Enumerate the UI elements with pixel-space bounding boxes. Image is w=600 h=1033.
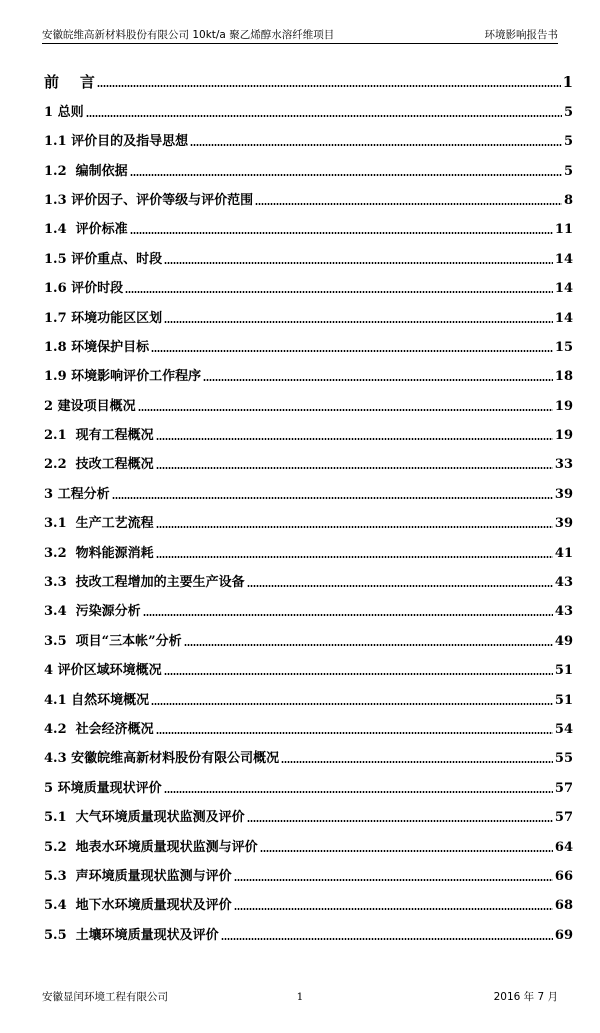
- footer-company: 安徽显闰环境工程有限公司: [42, 991, 168, 1003]
- footer-page-number: 1: [296, 991, 304, 1003]
- toc-leader-dots: [164, 791, 553, 793]
- page-header: [42, 26, 558, 44]
- toc-entry[interactable]: [44, 591, 573, 620]
- toc-entry[interactable]: [44, 679, 573, 708]
- toc-entry-page: 8: [563, 192, 573, 208]
- toc-entry-page: 1: [562, 73, 573, 92]
- toc-entry-label: 前 言: [44, 73, 95, 92]
- toc-entry-label: 2.2 技改工程概况: [44, 457, 154, 473]
- header-doc-type: 环境影响报告书: [484, 29, 558, 41]
- toc-leader-dots: [112, 497, 553, 499]
- toc-entry-label: 1.4 评价标准: [44, 222, 128, 238]
- toc-entry-page: 33: [554, 457, 573, 473]
- toc-entry[interactable]: [44, 327, 573, 356]
- toc-entry[interactable]: [44, 885, 573, 914]
- toc-entry-label: 4.3 安徽皖维高新材料股份有限公司概况: [44, 751, 280, 767]
- toc-entry-page: 68: [554, 898, 573, 914]
- toc-entry[interactable]: [44, 856, 573, 885]
- toc-entry[interactable]: [44, 91, 573, 120]
- toc-entry-page: 39: [554, 486, 573, 502]
- toc-leader-dots: [164, 673, 553, 675]
- toc-leader-dots: [125, 291, 553, 293]
- toc-leader-dots: [86, 115, 562, 117]
- toc-entry-label: 1.5 评价重点、时段: [44, 251, 163, 267]
- toc-entry-label: 2.1 现有工程概况: [44, 428, 154, 444]
- toc-entry-page: 19: [554, 428, 573, 444]
- toc-entry[interactable]: [44, 385, 573, 414]
- toc-leader-dots: [151, 350, 553, 352]
- toc-entry-label: 3.3 技改工程增加的主要生产设备: [44, 575, 245, 591]
- toc-entry-label: 2 建设项目概况: [44, 398, 136, 414]
- toc-entry-page: 39: [554, 516, 573, 532]
- toc-leader-dots: [156, 526, 553, 528]
- toc-leader-dots: [130, 232, 553, 234]
- toc-leader-dots: [247, 585, 553, 587]
- toc-entry[interactable]: [44, 268, 573, 297]
- toc-entry-page: 5: [563, 134, 573, 150]
- toc-leader-dots: [97, 85, 561, 87]
- toc-entry[interactable]: [44, 826, 573, 855]
- toc-entry-page: 43: [554, 604, 573, 620]
- toc-leader-dots: [221, 938, 553, 940]
- toc-entry-page: 18: [554, 369, 573, 385]
- toc-entry[interactable]: [44, 709, 573, 738]
- toc-entry-page: 41: [554, 545, 573, 561]
- toc-entry-page: 5: [563, 163, 573, 179]
- toc-entry-label: 3.5 项目“三本帐”分析: [44, 633, 182, 649]
- footer-date: 2016 年 7 月: [493, 991, 558, 1003]
- toc-entry-page: 15: [554, 339, 573, 355]
- toc-entry-label: 3.4 污染源分析: [44, 604, 141, 620]
- toc-leader-dots: [151, 703, 553, 705]
- toc-entry-page: 14: [554, 251, 573, 267]
- toc-leader-dots: [203, 379, 553, 381]
- toc-entry-label: 1.2 编制依据: [44, 163, 128, 179]
- toc-entry-page: 14: [554, 281, 573, 297]
- toc-entry-page: 49: [554, 633, 573, 649]
- toc-entry[interactable]: [44, 415, 573, 444]
- toc-entry-label: 1.8 环境保护目标: [44, 339, 150, 355]
- toc-entry[interactable]: [44, 121, 573, 150]
- toc-entry[interactable]: [44, 297, 573, 326]
- toc-entry[interactable]: [44, 562, 573, 591]
- toc-entry-page: 5: [563, 104, 573, 120]
- toc-entry-label: 1.7 环境功能区区划: [44, 310, 163, 326]
- toc-entry[interactable]: [44, 62, 573, 91]
- toc-entry[interactable]: [44, 473, 573, 502]
- toc-leader-dots: [138, 409, 553, 411]
- toc-entry-page: 57: [554, 810, 573, 826]
- toc-leader-dots: [190, 144, 562, 146]
- toc-entry-label: 1.6 评价时段: [44, 281, 124, 297]
- header-title: 安徽皖维高新材料股份有限公司 10kt/a 聚乙烯醇水溶纤维项目: [42, 29, 335, 41]
- toc-entry[interactable]: [44, 180, 573, 209]
- toc-entry-page: 14: [554, 310, 573, 326]
- toc-entry-label: 4 评价区域环境概况: [44, 663, 162, 679]
- toc-entry[interactable]: [44, 650, 573, 679]
- toc-entry[interactable]: [44, 209, 573, 238]
- toc-entry-label: 4.1 自然环境概况: [44, 692, 150, 708]
- toc-entry-label: 3.2 物料能源消耗: [44, 545, 154, 561]
- toc-entry[interactable]: [44, 620, 573, 649]
- toc-entry[interactable]: [44, 503, 573, 532]
- toc-entry-page: 11: [554, 222, 573, 238]
- toc-entry-page: 51: [554, 663, 573, 679]
- toc-entry[interactable]: [44, 767, 573, 796]
- toc-entry-page: 64: [554, 839, 573, 855]
- toc-leader-dots: [164, 321, 553, 323]
- toc-entry-label: 5.3 声环境质量现状监测与评价: [44, 868, 232, 884]
- toc-entry-page: 43: [554, 575, 573, 591]
- toc-entry[interactable]: [44, 238, 573, 267]
- toc-leader-dots: [234, 879, 553, 881]
- toc-leader-dots: [130, 174, 562, 176]
- toc-entry-label: 1.9 环境影响评价工作程序: [44, 369, 202, 385]
- toc-entry-label: 1.3 评价因子、评价等级与评价范围: [44, 192, 254, 208]
- toc-entry-page: 69: [554, 927, 573, 943]
- toc-leader-dots: [143, 614, 553, 616]
- toc-leader-dots: [184, 644, 553, 646]
- toc-entry-page: 57: [554, 780, 573, 796]
- toc-leader-dots: [156, 732, 553, 734]
- toc-entry-label: 5.5 土壤环境质量现状及评价: [44, 927, 219, 943]
- page-footer: [42, 988, 558, 1006]
- toc-entry[interactable]: [44, 444, 573, 473]
- toc-leader-dots: [255, 203, 562, 205]
- toc-entry-label: 1.1 评价目的及指导思想: [44, 134, 189, 150]
- toc-leader-dots: [156, 438, 553, 440]
- toc-entry-label: 5 环境质量现状评价: [44, 780, 162, 796]
- toc-entry-page: 51: [554, 692, 573, 708]
- toc-entry-label: 3 工程分析: [44, 486, 110, 502]
- toc-entry-label: 5.4 地下水环境质量现状及评价: [44, 898, 232, 914]
- toc-entry-page: 66: [554, 868, 573, 884]
- toc-entry-label: 4.2 社会经济概况: [44, 721, 154, 737]
- toc-entry-label: 1 总则: [44, 104, 84, 120]
- toc-leader-dots: [281, 761, 553, 763]
- toc-leader-dots: [247, 820, 553, 822]
- table-of-contents: [44, 62, 573, 944]
- toc-entry-label: 3.1 生产工艺流程: [44, 516, 154, 532]
- toc-leader-dots: [156, 467, 553, 469]
- toc-leader-dots: [234, 908, 553, 910]
- toc-entry[interactable]: [44, 532, 573, 561]
- toc-entry-label: 5.1 大气环境质量现状监测及评价: [44, 810, 245, 826]
- toc-entry[interactable]: [44, 738, 573, 767]
- toc-entry-page: 54: [554, 721, 573, 737]
- toc-entry-page: 19: [554, 398, 573, 414]
- toc-entry[interactable]: [44, 914, 573, 943]
- toc-entry-page: 55: [554, 751, 573, 767]
- toc-leader-dots: [156, 556, 553, 558]
- toc-entry[interactable]: [44, 150, 573, 179]
- toc-entry[interactable]: [44, 356, 573, 385]
- toc-entry-label: 5.2 地表水环境质量现状监测与评价: [44, 839, 258, 855]
- toc-entry[interactable]: [44, 797, 573, 826]
- toc-leader-dots: [164, 262, 553, 264]
- toc-leader-dots: [260, 850, 553, 852]
